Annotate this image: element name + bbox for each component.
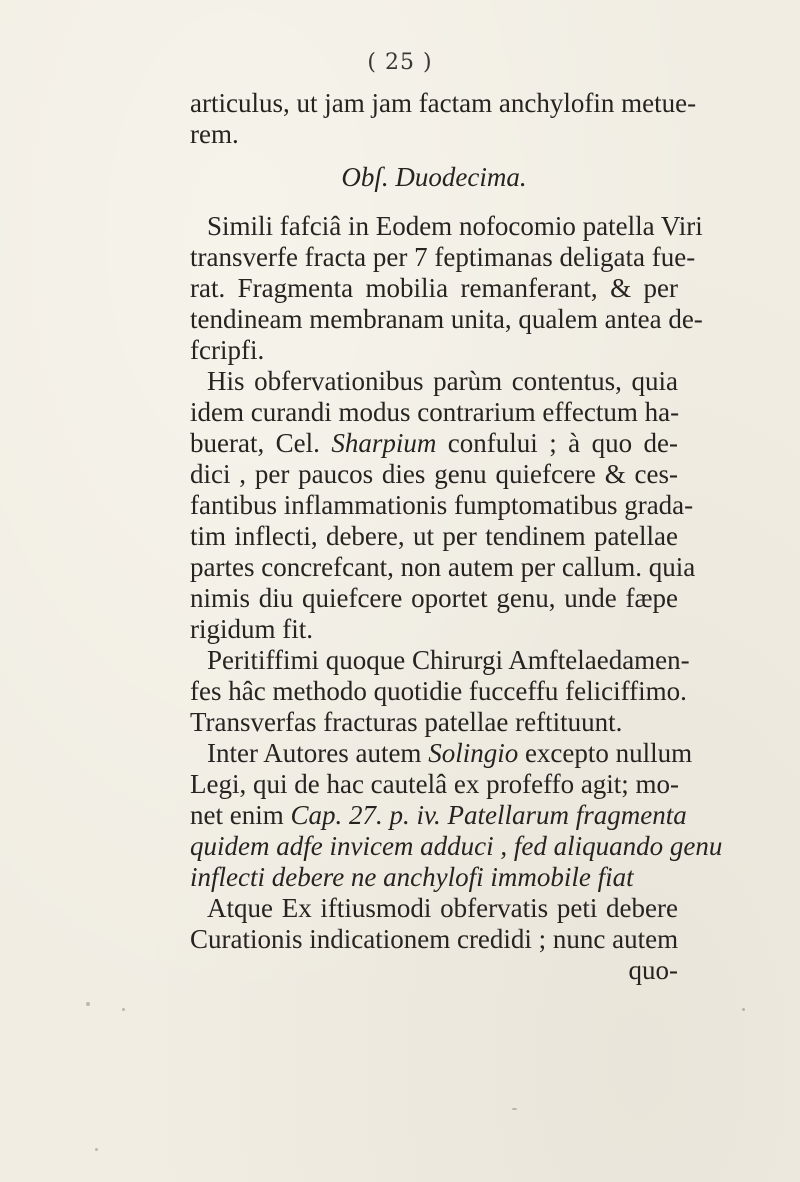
italic-name-sharpium: Sharpium [331, 428, 437, 458]
italic-quote-line: quidem adfe invicem adduci , fed aliquando genu [190, 831, 723, 861]
text-line: partes concrefcant, non autem per callum. quia [190, 552, 696, 582]
text-line: tim inflecti, debere, ut per tendinem patellae [190, 521, 678, 551]
text-segment: buerat, Cel. [190, 428, 320, 458]
text-line: tendineam membranam unita, qualem antea de- [190, 304, 703, 334]
text-line: Curationis indicationem credidi ; nunc autem [190, 924, 679, 954]
paper-speck [742, 1008, 745, 1011]
observation-heading: Obſ. Duodecima. [341, 162, 527, 192]
paper-speck [95, 1148, 98, 1151]
text-line-mixed [190, 428, 678, 459]
paper-speck [512, 1108, 517, 1110]
page-number: ( 25 ) [367, 50, 433, 75]
text-line: fantibus inflammationis fumptomatibus grada- [190, 490, 694, 520]
text-line: nimis diu quiefcere oportet genu, unde fæpe [190, 583, 678, 613]
text-line: rat. Fragmenta mobilia remanferant, & per [190, 273, 678, 303]
text-line: Atque Ex iftiusmodi obfervatis peti debere [207, 893, 678, 923]
text-line: Legi, qui de hac cautelâ ex profeffo agit; mo- [190, 769, 680, 799]
catchword: quo- [628, 955, 678, 985]
text-line: dici , per paucos dies genu quiefcere & ces- [190, 459, 678, 489]
paper-speck [86, 1002, 90, 1006]
text-segment: excepto nullum [524, 738, 693, 768]
paper-speck [122, 1008, 125, 1011]
text-line-mixed [190, 738, 693, 769]
text-line: rem. [190, 119, 239, 149]
text-line: fcripfi. [190, 335, 265, 365]
text-line: Simili fafciâ in Eodem nofocomio patella Viri [207, 211, 703, 241]
text-line: fes hâc methodo quotidie fucceffu feliciffimo. [190, 676, 687, 706]
text-segment: confului ; à quo de- [447, 428, 678, 458]
body-text [190, 88, 723, 986]
text-line: Transverfas fracturas patellae reftituunt. [190, 707, 623, 737]
italic-citation: Cap. 27. p. iv. Patellarum fragmenta [290, 800, 687, 830]
text-line: rigidum fit. [190, 614, 313, 644]
italic-quote-line: inflecti debere ne anchylofi immobile fiat [190, 862, 634, 892]
text-line: idem curandi modus contrarium effectum ha- [190, 397, 680, 427]
text-segment: net enim [190, 800, 284, 830]
text-line-mixed [190, 800, 687, 831]
text-line: His obfervationibus parùm contentus, quia [207, 366, 678, 396]
text-line: articulus, ut jam jam factam anchylofin metue- [190, 88, 697, 118]
text-segment: Inter Autores autem [207, 738, 422, 768]
text-line: transverfe fracta per 7 feptimanas deligata fue- [190, 242, 696, 272]
italic-name-solingio: Solingio [428, 738, 519, 768]
text-line: Peritiffimi quoque Chirurgi Amftelaedamen- [207, 645, 690, 675]
